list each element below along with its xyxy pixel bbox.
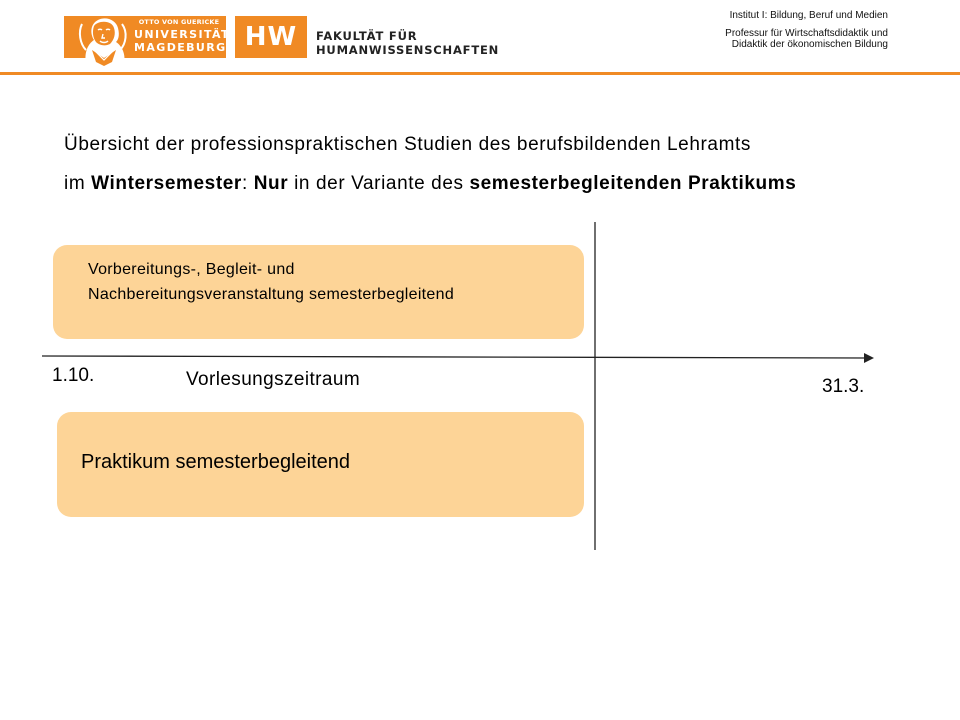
timeline-end-date: 31.3. (822, 376, 865, 397)
title-text-part: in der Variante des (288, 173, 470, 194)
faculty-line2: HUMANWISSENSCHAFTEN (316, 43, 500, 57)
preparation-course-box (53, 245, 584, 339)
internship-label: Praktikum semesterbegleitend (81, 451, 351, 473)
university-name (134, 18, 230, 55)
university-logo (64, 16, 230, 58)
internship-box (57, 412, 584, 517)
faculty-line1: FAKULTÄT FÜR (316, 29, 418, 43)
header-divider (0, 72, 960, 75)
university-line1: OTTO VON GUERICKE (138, 18, 220, 26)
timeline-arrowhead-icon (864, 353, 874, 363)
chair-line1: Professur für Wirtschaftsdidaktik und (725, 27, 888, 39)
faculty-name (316, 29, 499, 57)
preparation-course-line1: Vorbereitungs-, Begleit- und (88, 261, 295, 278)
timeline-start-date: 1.10. (52, 365, 95, 386)
title-emphasis-only: Nur (253, 173, 289, 194)
title-emphasis-variant: semesterbegleitenden Praktikums (469, 173, 797, 194)
preparation-course-line2: Nachbereitungsveranstaltung semesterbegleitend (88, 286, 455, 303)
university-line3: MAGDEBURG (134, 40, 227, 54)
university-line2: UNIVERSITÄT (134, 27, 230, 41)
timeline-axis (42, 356, 866, 358)
institute-info (725, 10, 888, 51)
slide-title-line1: Übersicht der professionspraktischen Studien des berufsbildenden Lehramts (64, 134, 751, 155)
lecture-period-label: Vorlesungszeitraum (186, 369, 361, 390)
chair-line2: Didaktik der ökonomischen Bildung (731, 39, 888, 50)
hw-logo: HW (235, 16, 307, 58)
slide-title-line2 (64, 173, 796, 195)
title-text-part: : (241, 173, 254, 194)
institute-name: Institut I: Bildung, Beruf und Medien (729, 10, 888, 21)
guericke-portrait-icon (68, 14, 140, 70)
title-text-part: im (64, 173, 92, 194)
title-emphasis-semester: Wintersemester (91, 173, 242, 194)
